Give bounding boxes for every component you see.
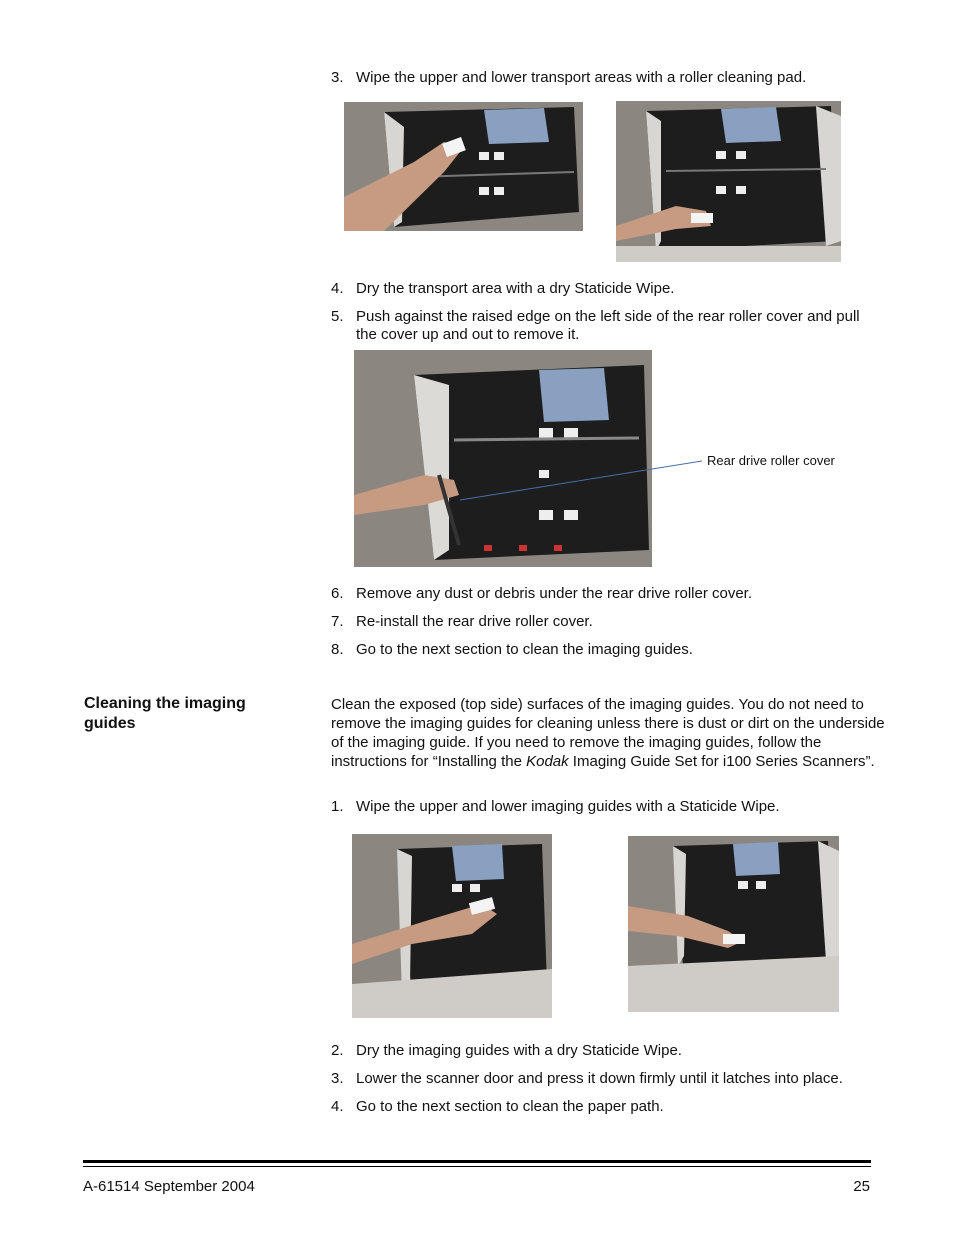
step-number: 2. — [331, 1042, 344, 1059]
step-number: 1. — [331, 798, 344, 815]
step-text: Lower the scanner door and press it down firmly until it latches into place. — [356, 1070, 843, 1087]
step-text: Wipe the upper and lower transport areas with a roller cleaning pad. — [356, 69, 807, 86]
step-text: Re-install the rear drive roller cover. — [356, 613, 593, 630]
para-text-before: Clean the exposed (top side) surfaces of the imaging guides. You do not need to remove the imaging guides for cleaning unless there is dust or dirt on the underside of the imaging guide. If you need to remove the imaging guides, follow the instructions for “Installing the — [331, 696, 885, 770]
step-number: 4. — [331, 1098, 344, 1115]
step-text: Remove any dust or debris under the rear drive roller cover. — [356, 585, 753, 602]
step-text: Push against the raised edge on the left side of the rear roller cover and pull the cover up and out to remove it. — [356, 308, 860, 343]
step-number: 7. — [331, 613, 344, 630]
step-number: 5. — [331, 308, 344, 325]
step-number: 3. — [331, 69, 344, 86]
para-text-after: Imaging Guide Set for i100 Series Scanners”. — [568, 753, 875, 770]
step-text: Dry the transport area with a dry Staticide Wipe. — [356, 280, 675, 297]
para-brand-kodak: Kodak — [526, 753, 569, 770]
section-intro-paragraph — [331, 695, 887, 771]
step-number: 8. — [331, 641, 344, 658]
photo-wipe-upper-guide — [352, 834, 552, 1018]
footer-document-id: A-61514 September 2004 — [83, 1178, 255, 1195]
step-text: Go to the next section to clean the imaging guides. — [356, 641, 693, 658]
footer-rule-thin — [83, 1166, 871, 1167]
photo-wipe-lower-guide — [628, 836, 839, 1012]
footer-rule — [83, 1160, 871, 1163]
section-heading: Cleaning the imaging guides — [84, 695, 246, 732]
step-number: 3. — [331, 1070, 344, 1087]
step-text: Go to the next section to clean the paper path. — [356, 1098, 664, 1115]
photo-wipe-upper-transport — [344, 102, 583, 231]
step-number: 4. — [331, 280, 344, 297]
page-number: 25 — [853, 1178, 870, 1195]
callout-rear-drive-roller-cover: Rear drive roller cover — [707, 453, 835, 468]
photo-wipe-lower-transport — [616, 101, 841, 262]
step-text: Dry the imaging guides with a dry Staticide Wipe. — [356, 1042, 682, 1059]
step-text: Wipe the upper and lower imaging guides with a Staticide Wipe. — [356, 798, 780, 815]
step-number: 6. — [331, 585, 344, 602]
callout-leader-line — [460, 455, 705, 503]
